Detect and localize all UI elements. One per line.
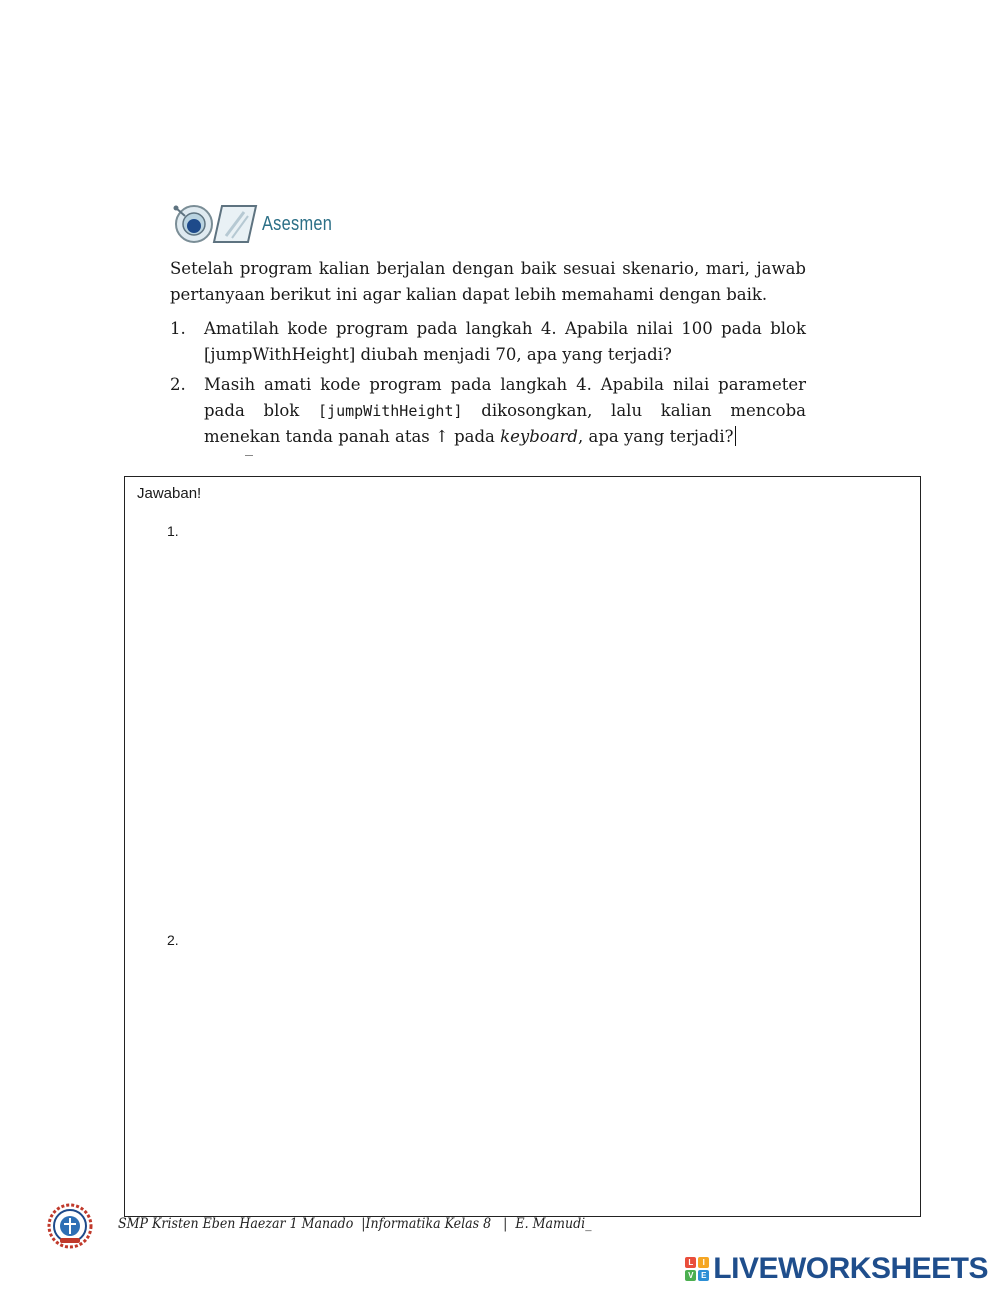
question-text-part: dikosongkan, lalu kalian mencoba menekan tanda panah atas ↑ pada	[204, 401, 806, 446]
liveworksheets-brand[interactable]	[685, 1252, 988, 1286]
brand-logo-icon	[685, 1257, 709, 1281]
brand-letter: V	[685, 1270, 696, 1281]
footer-text: SMP Kristen Eben Haezar 1 Manado |Informatika Kelas 8 | E. Mamudi_	[118, 1216, 592, 1232]
question-text	[204, 372, 806, 450]
brand-letter: E	[698, 1270, 709, 1281]
question-text-part: Masih amati kode program pada langkah 4. Apabila nilai parameter pada blok	[204, 375, 806, 420]
question-text: Amatilah kode program pada langkah 4. Apabila nilai 100 pada blok [jumpWithHeight] diubah menjadi 70, apa yang terjadi?	[204, 319, 806, 364]
divider-mark	[245, 455, 253, 456]
question-text-part: , apa yang terjadi?	[578, 427, 734, 446]
emphasis-word: keyboard	[500, 427, 578, 446]
answer-1-input[interactable]	[195, 519, 900, 903]
question-number: 1.	[170, 319, 186, 338]
assessment-icon	[170, 200, 260, 248]
answer-number: 1.	[167, 523, 179, 539]
question-number: 2.	[170, 375, 186, 394]
question-item	[170, 372, 806, 450]
question-list	[170, 316, 806, 450]
answer-box	[124, 476, 921, 1217]
assessment-header	[170, 198, 806, 250]
code-block-name: [jumpWithHeight]	[318, 402, 463, 420]
answer-2-input[interactable]	[195, 928, 900, 1202]
brand-name: LIVEWORKSHEETS	[713, 1252, 988, 1285]
assessment-section	[170, 198, 806, 454]
brand-letter: L	[685, 1257, 696, 1268]
text-cursor	[735, 426, 736, 446]
question-item	[170, 316, 806, 368]
section-title: Asesmen	[262, 212, 333, 235]
answer-title: Jawaban!	[137, 485, 202, 502]
school-logo	[46, 1202, 94, 1250]
intro-paragraph: Setelah program kalian berjalan dengan baik sesuai skenario, mari, jawab pertanyaan berikut ini agar kalian dapat lebih memahami dengan baik.	[170, 259, 806, 304]
answer-number: 2.	[167, 932, 179, 948]
brand-letter: I	[698, 1257, 709, 1268]
